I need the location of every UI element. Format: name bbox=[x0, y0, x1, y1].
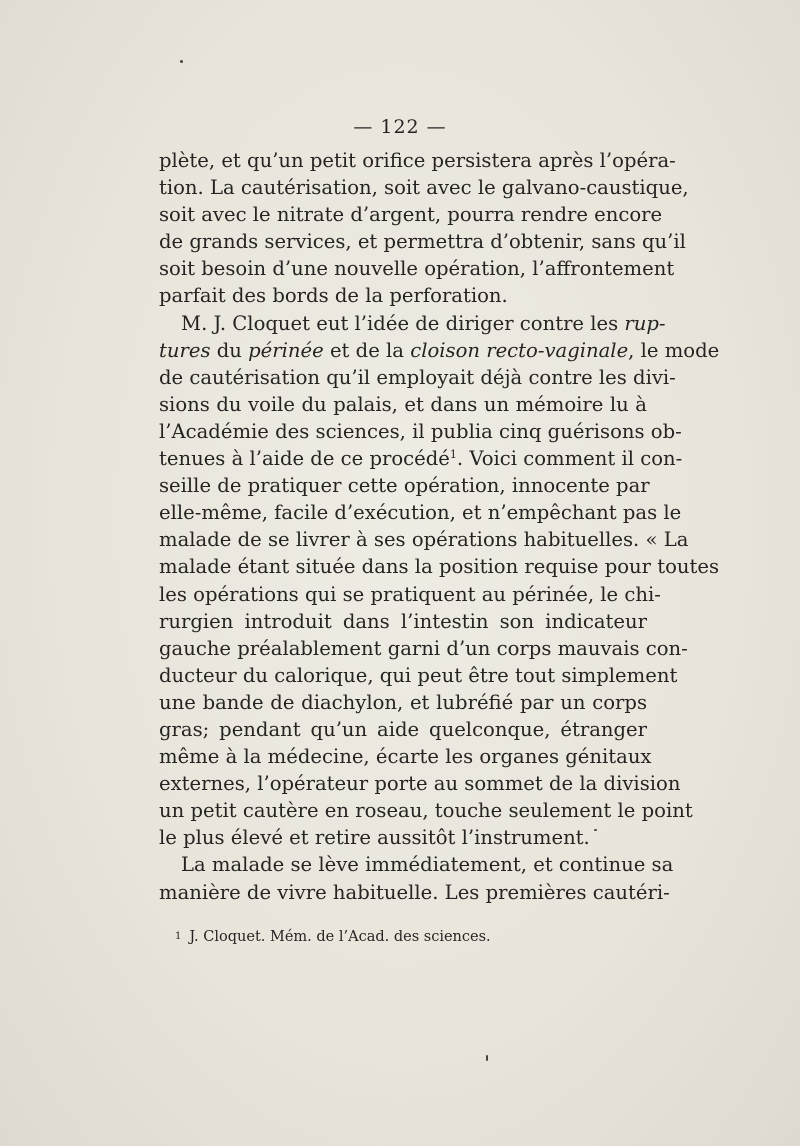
text-run: du bbox=[210, 338, 249, 362]
text-line: malade étant située dans la position requise pour toutes bbox=[159, 555, 720, 579]
text-line: rurgien introduit dans l’intestin son indicateur bbox=[159, 609, 647, 633]
text-line: l’Académie des sciences, il publia cinq guérisons ob- bbox=[159, 419, 682, 443]
text-line bbox=[159, 337, 720, 364]
text-line: tion. La cautérisation, soit avec le galvano-caustique, bbox=[159, 176, 689, 200]
text-line: soit besoin d’une nouvelle opération, l’affrontement bbox=[159, 257, 675, 281]
footnote-marker: 1 bbox=[175, 931, 182, 942]
text-line bbox=[159, 310, 666, 337]
text-line: La malade se lève immédiatement, et continue sa bbox=[181, 853, 674, 877]
text-line: sions du voile du palais, et dans un mémoire lu à bbox=[159, 392, 647, 416]
text-line: plète, et qu’un petit orifice persistera après l’opéra- bbox=[159, 149, 676, 172]
italic-run: cloison recto-vaginale bbox=[410, 338, 629, 362]
paper-speck bbox=[486, 1055, 488, 1061]
footnote-reference: 1 bbox=[449, 448, 457, 462]
text-line: malade de se livrer à ses opérations habituelles. « La bbox=[159, 528, 689, 552]
text-line: soit avec le nitrate d’argent, pourra rendre encore bbox=[159, 203, 663, 227]
text-line: gras; pendant qu’un aide quelconque, étranger bbox=[159, 717, 647, 741]
text-line: le plus élevé et retire aussitôt l’instrument. bbox=[159, 826, 590, 850]
italic-run: tures bbox=[159, 338, 211, 362]
text-run: tenues à l’aide de ce procédé bbox=[159, 447, 450, 471]
text-line: un petit cautère en roseau, touche seulement le point bbox=[159, 799, 693, 823]
text-line: les opérations qui se pratiquent au périnée, le chi- bbox=[159, 582, 661, 606]
footnote-text: J. Cloquet. Mém. de l’Acad. des sciences. bbox=[189, 929, 491, 945]
text-run: . Voici comment il con- bbox=[456, 447, 683, 471]
text-line: de grands services, et permettra d’obtenir, sans qu’il bbox=[159, 230, 686, 254]
text-line: externes, l’opérateur porte au sommet de la division bbox=[159, 772, 681, 796]
text-line: même à la médecine, écarte les organes génitaux bbox=[159, 745, 652, 769]
body-text bbox=[159, 147, 720, 906]
paper-speck bbox=[180, 60, 183, 63]
text-run: et de la bbox=[323, 338, 411, 362]
italic-run: rup- bbox=[624, 311, 666, 335]
text-line: manière de vivre habituelle. Les premières cautéri- bbox=[159, 880, 670, 904]
text-run: , le mode bbox=[628, 338, 720, 362]
text-line: ducteur du calorique, qui peut être tout simplement bbox=[159, 663, 678, 687]
text-line bbox=[159, 445, 683, 472]
text-line: de cautérisation qu’il employait déjà contre les divi- bbox=[159, 365, 676, 389]
page-number: — 122 — bbox=[353, 116, 447, 138]
text-line: seille de pratiquer cette opération, innocente par bbox=[159, 474, 650, 498]
text-line: parfait des bords de la perforation. bbox=[159, 284, 508, 308]
italic-run: périnée bbox=[248, 338, 324, 362]
footnote bbox=[175, 928, 491, 946]
paper-speck bbox=[594, 829, 597, 831]
text-line: une bande de diachylon, et lubréfié par un corps bbox=[159, 690, 647, 714]
text-run: M. J. Cloquet eut l’idée de diriger contre les bbox=[181, 311, 625, 335]
text-line: gauche préalablement garni d’un corps mauvais con- bbox=[159, 636, 688, 660]
text-line: elle-même, facile d’exécution, et n’empêchant pas le bbox=[159, 501, 682, 525]
